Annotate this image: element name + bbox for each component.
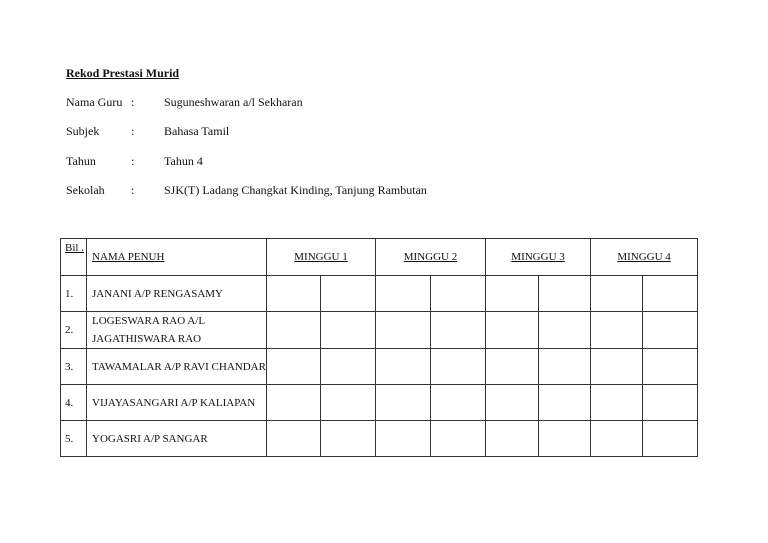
performance-table [60, 238, 698, 457]
mark-cell [486, 276, 539, 312]
row-number: 2. [61, 312, 87, 349]
mark-cell [591, 385, 643, 421]
header-week-2: MINGGU 2 [376, 239, 486, 276]
table-row [61, 276, 698, 312]
mark-cell [486, 385, 539, 421]
student-name: YOGASRI A/P SANGAR [87, 421, 267, 457]
header-week-1: MINGGU 1 [267, 239, 376, 276]
mark-cell [321, 349, 376, 385]
table-row [61, 421, 698, 457]
mark-cell [539, 349, 591, 385]
student-name: TAWAMALAR A/P RAVI CHANDAR [87, 349, 267, 385]
mark-cell [267, 349, 321, 385]
table-row [61, 349, 698, 385]
mark-cell [539, 421, 591, 457]
school-label: Sekolah [66, 183, 105, 197]
row-number: 3. [61, 349, 87, 385]
mark-cell [376, 276, 431, 312]
mark-cell [539, 312, 591, 349]
document-title: Rekod Prestasi Murid [66, 66, 180, 80]
teacher-value: Suguneshwaran a/l Sekharan [164, 95, 303, 109]
subject-colon: : [131, 124, 135, 138]
student-name: JANANI A/P RENGASAMY [87, 276, 267, 312]
year-value: Tahun 4 [164, 154, 203, 168]
subject-label: Subjek [66, 124, 100, 138]
mark-cell [376, 349, 431, 385]
school-colon: : [131, 183, 135, 197]
mark-cell [267, 312, 321, 349]
row-number: 4. [61, 385, 87, 421]
student-name: LOGESWARA RAO A/L JAGATHISWARA RAO [87, 312, 267, 349]
mark-cell [376, 421, 431, 457]
mark-cell [539, 385, 591, 421]
mark-cell [643, 276, 698, 312]
mark-cell [321, 385, 376, 421]
header-week-4: MINGGU 4 [591, 239, 698, 276]
row-number: 1. [61, 276, 87, 312]
mark-cell [539, 276, 591, 312]
mark-cell [643, 385, 698, 421]
school-value: SJK(T) Ladang Changkat Kinding, Tanjung Rambutan [164, 183, 427, 197]
mark-cell [486, 421, 539, 457]
mark-cell [643, 312, 698, 349]
student-name: VIJAYASANGARI A/P KALIAPAN [87, 385, 267, 421]
mark-cell [643, 421, 698, 457]
year-label: Tahun [66, 154, 96, 168]
mark-cell [431, 312, 486, 349]
mark-cell [486, 349, 539, 385]
mark-cell [267, 276, 321, 312]
mark-cell [376, 385, 431, 421]
table-row [61, 385, 698, 421]
mark-cell [431, 421, 486, 457]
mark-cell [591, 276, 643, 312]
mark-cell [591, 349, 643, 385]
mark-cell [643, 349, 698, 385]
mark-cell [591, 421, 643, 457]
teacher-colon: : [131, 95, 135, 109]
mark-cell [591, 312, 643, 349]
header-bil: Bil . [61, 239, 87, 276]
teacher-label: Nama Guru [66, 95, 123, 109]
header-name: NAMA PENUH [87, 239, 267, 276]
mark-cell [376, 312, 431, 349]
mark-cell [431, 276, 486, 312]
mark-cell [321, 312, 376, 349]
mark-cell [321, 421, 376, 457]
mark-cell [267, 421, 321, 457]
mark-cell [267, 385, 321, 421]
mark-cell [431, 385, 486, 421]
mark-cell [321, 276, 376, 312]
table-row [61, 312, 698, 349]
header-week-3: MINGGU 3 [486, 239, 591, 276]
table-header-row [61, 239, 698, 276]
year-colon: : [131, 154, 135, 168]
row-number: 5. [61, 421, 87, 457]
subject-value: Bahasa Tamil [164, 124, 230, 138]
mark-cell [486, 312, 539, 349]
mark-cell [431, 349, 486, 385]
